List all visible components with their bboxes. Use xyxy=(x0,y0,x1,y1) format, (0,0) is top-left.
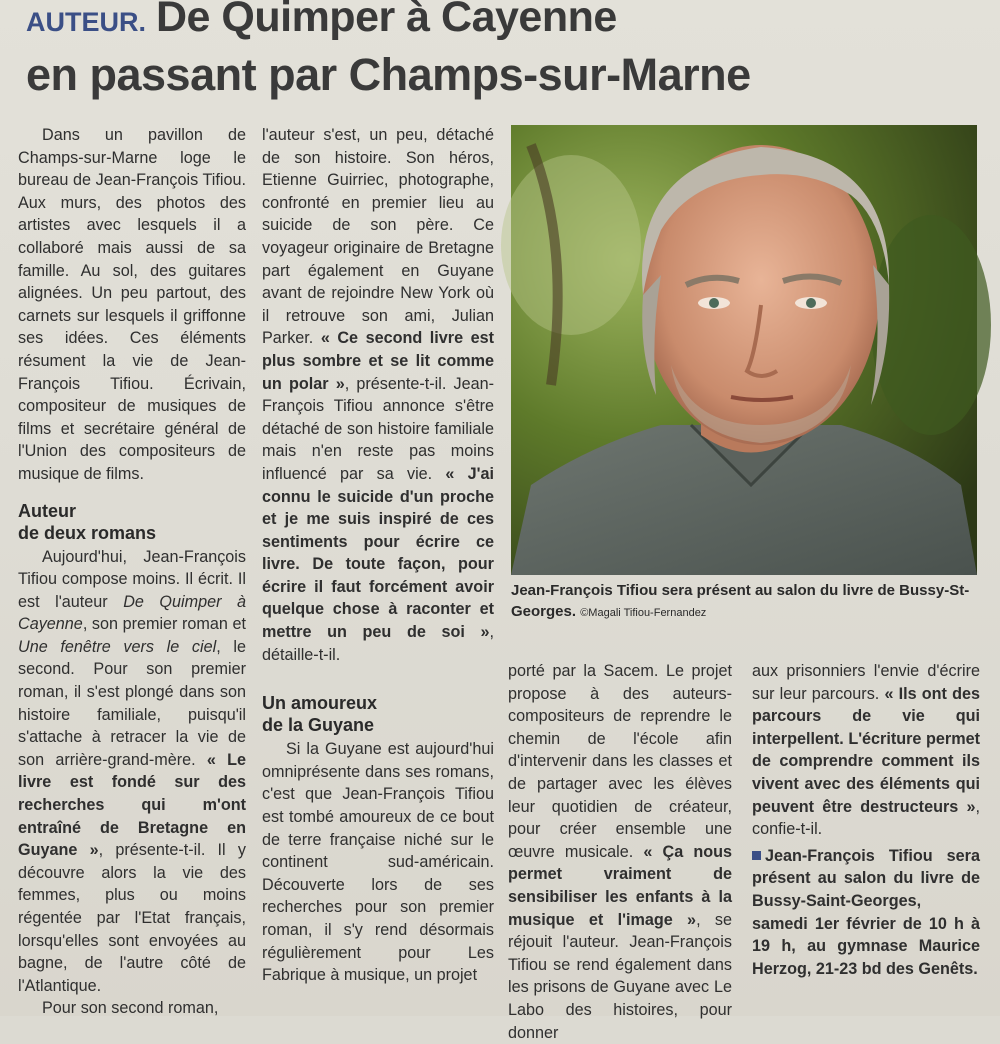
text-run: aux prisonniers l'envie d'écrire sur leur parcours. xyxy=(752,662,980,703)
subheading-line: Auteur xyxy=(18,500,76,521)
headline-title: De Quimper à Cayenne xyxy=(156,0,617,41)
quote: « Le livre est fondé sur des recherches qui m'ont entraîné de Bretagne en Guyane » xyxy=(18,750,246,860)
text-run: porté par la Sacem. Le projet propose à des auteurs-compositeurs de reprendre le chemin de l'école afin d'intervenir dans les classes et de partager avec les élèves leur quotidien de créateur, pour créer ensemble une œuvre musicale. xyxy=(508,662,732,861)
bullet-square-icon xyxy=(752,851,761,860)
text-run: , détaille-t-il. xyxy=(262,623,494,664)
quote: « Ce second livre est plus sombre et se lit comme un polar » xyxy=(262,329,494,393)
subheading-line: Un amoureux xyxy=(262,693,378,714)
paragraph-second-novel xyxy=(262,124,494,666)
book-title: De Quimper à Cayenne xyxy=(18,592,246,634)
article-column-2 xyxy=(262,124,494,987)
text-run: l'auteur s'est, un peu, détaché de son histoire. Son héros, Etienne Guirriec, photographe, confronté en premier lieu au suicide de son père. Ce voyageur originaire de Bretagne part également en Guyane avant de rejoindre New York où il retrouve son ami, Julian Parker. xyxy=(262,126,494,348)
subheading-line: de la Guyane xyxy=(262,715,375,736)
author-photo xyxy=(511,125,977,575)
article-column-1 xyxy=(18,124,246,1020)
event-info-text: Jean-François Tifiou sera présent au salon du livre de Bussy-Saint-Georges, samedi 1er février de 10 h à 19 h, au gymnase Maurice Herzog, 21-23 bd des Genêts. xyxy=(752,846,980,978)
paragraph-intro: Dans un pavillon de Champs-sur-Marne loge le bureau de Jean-François Tifiou. Aux murs, des photos des artistes avec lesquels il a collaboré mais aussi de sa famille. Au sol, des guitares alignées. Un peu partout, des carnets sur lesquels il griffonne ses idées. Ces éléments résument la vie de Jean-François Tifiou. Écrivain, compositeur de musiques de films et secrétaire général de l'Union des compositeurs de musique de films. xyxy=(18,126,246,483)
subheading-auteur xyxy=(18,500,246,544)
event-info xyxy=(752,845,980,981)
photo-caption xyxy=(511,580,981,624)
headline-kicker: AUTEUR. xyxy=(26,7,146,37)
book-title: Une fenêtre vers le ciel xyxy=(18,637,217,656)
quote: « Ça nous permet vraiment de sensibiliser les enfants à la musique et l'image » xyxy=(508,842,732,929)
paragraph-prisons xyxy=(752,660,980,841)
subheading-line: de deux romans xyxy=(18,522,157,543)
paragraph-first-novel xyxy=(18,546,246,998)
subheading-guyane xyxy=(262,692,494,736)
paragraph-sacem xyxy=(508,660,732,1044)
text-run: , son premier roman et xyxy=(82,615,246,634)
paragraph-guyane: Si la Guyane est aujourd'hui omniprésente dans ses romans, c'est que Jean-François Tifiou est tombé amoureux de ce bout de terre française niché sur le continent sud-américain. Découverte lors de ses recherches pour son premier roman, il s'y rend désormais régulièrement pour Les Fabrique à musique, un projet xyxy=(262,740,494,985)
quote: « Ils ont des parcours de vie qui interpellent. L'écriture permet de comprendre comment ils vivent avec des éléments qui peuvent être destructeurs » xyxy=(752,684,980,816)
caption-text: Jean-François Tifiou sera présent au salon du livre de Bussy-St-Georges. xyxy=(511,582,970,620)
text-run: , le second. Pour son premier roman, il s'est plongé dans son histoire familiale, puisqu'il s'attache à retracer la vie de son arrière-grand-mère. xyxy=(18,637,246,769)
article-column-4 xyxy=(752,660,980,980)
text-run: , présente-t-il. Il y découvre alors la vie des femmes, plus ou moins régentée par l'Etat français, lorsqu'elles sont envoyées au bagne, de l'autre côté de l'Atlantique. xyxy=(18,841,246,995)
text-run: , présente-t-il. Jean-François Tifiou annonce s'être détaché de son histoire familiale mais n'en reste pas moins influencé par sa vie. xyxy=(262,374,494,483)
portrait-illustration xyxy=(511,125,977,575)
text-run: , se réjouit l'auteur. Jean-François Tifiou se rend également dans les prisons de Guyane avec Le Labo des histoires, pour donner xyxy=(508,910,732,1042)
article-column-3 xyxy=(508,660,732,1044)
text-run: , confie-t-il. xyxy=(752,797,980,839)
quote: « J'ai connu le suicide d'un proche et je me suis inspiré de ces sentiments pour écrire ce livre. De toute façon, pour écrire il faut forcément avoir quelque chose à raconter et mettre un peu de soi » xyxy=(262,464,494,642)
text-run: Aujourd'hui, Jean-François Tifiou compose moins. Il écrit. Il est l'auteur xyxy=(18,547,246,611)
photo-credit: ©Magali Tifiou-Fernandez xyxy=(580,607,707,619)
headline-line-1 xyxy=(26,0,986,47)
paragraph-second-novel-start: Pour son second roman, xyxy=(42,999,219,1018)
headline xyxy=(26,0,986,103)
headline-line-2: en passant par Champs-sur-Marne xyxy=(26,49,751,100)
